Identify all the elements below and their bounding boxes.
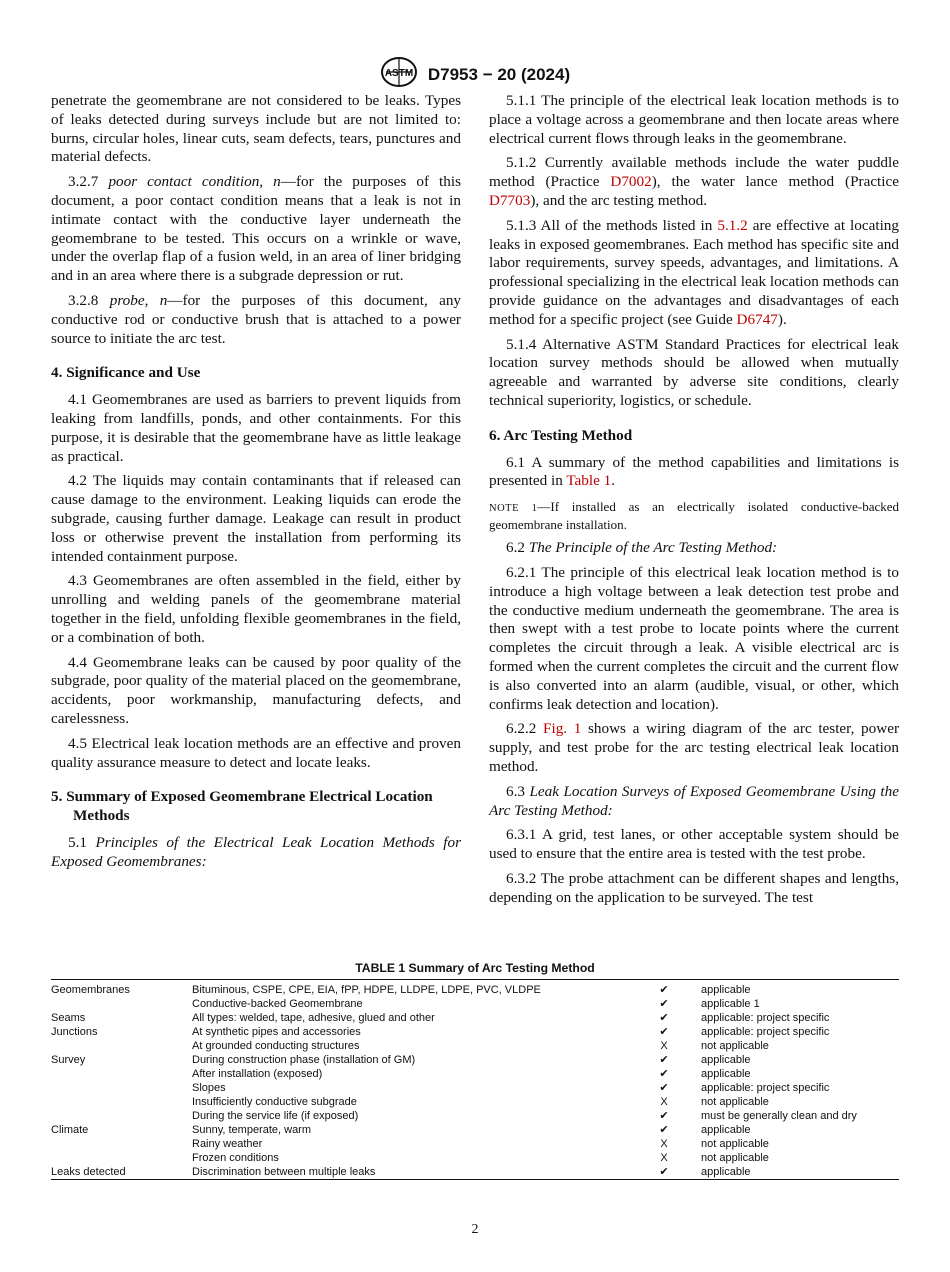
row-applicability: applicable [701, 1054, 751, 1066]
paragraph-6-1 [489, 454, 899, 492]
row-category: Leaks detected [51, 1166, 126, 1178]
section-number: 6.3 [506, 782, 525, 800]
row-category: Seams [51, 1012, 86, 1024]
row-mark: ✔ [659, 1012, 669, 1024]
link-d6747[interactable]: D6747 [736, 310, 778, 328]
page-number: 2 [471, 1222, 479, 1237]
note-1 [489, 499, 899, 533]
note-label: NOTE 1 [489, 503, 538, 515]
table-body [51, 980, 899, 1180]
row-category [51, 997, 192, 1011]
paragraph-4-5: 4.5 Electrical leak location methods are an effective and proven quality assurance measure to detect and locate leaks. [51, 734, 461, 771]
term-definition: probe, n [109, 291, 168, 309]
link-d7002[interactable]: D7002 [610, 173, 652, 191]
right-column [489, 92, 899, 913]
paragraph-6-3 [489, 783, 899, 821]
row-mark: ✔ [659, 1068, 669, 1080]
table-row [51, 1137, 899, 1151]
subsection-title: Leak Location Surveys of Exposed Geomembrane Using the Arc Testing Method: [489, 782, 899, 819]
section-number: 3.2.8 [68, 291, 99, 309]
row-item: Conductive-backed Geomembrane [192, 998, 363, 1010]
paragraph-4-3: 4.3 Geomembranes are often assembled in the field, either by unrolling and welding panels of the geomembrane material together in the field, unfolding flexible geomembranes in the field, or a combination of both. [51, 572, 461, 646]
row-category: Climate [51, 1124, 89, 1136]
row-item: Sunny, temperate, warm [192, 1124, 312, 1136]
row-item: Insufficiently conductive subgrade [192, 1096, 357, 1108]
row-item: After installation (exposed) [192, 1068, 323, 1080]
row-applicability: not applicable [701, 1096, 769, 1108]
term-definition: poor contact condition, n [108, 173, 281, 191]
row-mark: ✔ [659, 998, 669, 1010]
row-applicability: applicable [701, 1166, 751, 1178]
row-category [51, 1109, 192, 1123]
table-row [51, 1109, 899, 1123]
left-column [51, 92, 461, 877]
table-row [51, 1067, 899, 1081]
note-text: —If installed as an electrically isolated conductive-backed geomembrane installation. [489, 499, 899, 533]
row-item: At grounded conducting structures [192, 1040, 360, 1052]
link-d7703[interactable]: D7703 [489, 191, 531, 209]
link-5-1-2[interactable]: 5.1.2 [717, 216, 748, 234]
table-row [51, 1095, 899, 1109]
row-mark: X [660, 1152, 668, 1164]
section-heading-4: 4. Significance and Use [51, 364, 201, 382]
table-row [51, 1025, 899, 1039]
row-applicability: applicable: project specific [701, 1082, 830, 1094]
row-applicability: applicable 1 [701, 998, 760, 1010]
paragraph-5-1-1: 5.1.1 The principle of the electrical leak location methods is to place a voltage across a geomembrane and then locate areas where electrical current flows through leaks in the geomembrane. [489, 92, 899, 147]
row-applicability: applicable [701, 1068, 751, 1080]
table-row [51, 1011, 899, 1025]
section-heading-5: 5. Summary of Exposed Geomembrane Electrical Location Methods [51, 788, 433, 825]
paragraph-4-2: 4.2 The liquids may contain contaminants that if released can cause damage to the environment. Leaking liquids can erode the subgrade, causing further damage. Leakage can result in product loss or otherwise prevent the installation from performing its intended containment purpose. [51, 472, 461, 565]
table-row [51, 1081, 899, 1095]
text-segment: . [611, 472, 616, 490]
paragraph-6-3-1: 6.3.1 A grid, test lanes, or other acceptable system should be used to ensure that the entire area is tested with the test probe. [489, 826, 899, 863]
paragraph-6-2 [489, 539, 899, 558]
row-applicability: applicable: project specific [701, 1012, 830, 1024]
row-mark: ✔ [659, 1124, 669, 1136]
astm-logo-text: ASTM [384, 68, 414, 79]
row-mark: ✔ [659, 1110, 669, 1122]
row-category [51, 1137, 192, 1151]
row-item: Rainy weather [192, 1138, 263, 1150]
row-category [51, 1067, 192, 1081]
table-row [51, 1151, 899, 1165]
text-segment: ). [777, 310, 787, 328]
paragraph-5-1-3 [489, 217, 899, 330]
table-row [51, 1123, 899, 1137]
table-row [51, 1039, 899, 1053]
text-segment: are effective at locating leaks in exposed geomembranes. Each method has specific site and labor requirements, survey speeds, advantages, and limitations. A professional specializing in the electrical leak location methods can provide guidance on the advantages and disadvantages of each method for a specific project (see Guide [489, 216, 899, 328]
row-category: Survey [51, 1054, 86, 1066]
row-applicability: not applicable [701, 1040, 769, 1052]
row-item: Slopes [192, 1082, 226, 1094]
table-title: TABLE 1 Summary of Arc Testing Method [355, 961, 595, 975]
paragraph-3-2-8 [51, 292, 461, 348]
row-item: During construction phase (installation of GM) [192, 1054, 416, 1066]
paragraph-3-2-7 [51, 173, 461, 286]
section-number: 5.1 [68, 833, 87, 851]
paragraph-5-1-2 [489, 154, 899, 210]
text-segment: 6.1 A summary of the method capabilities and limitations is presented in [489, 453, 899, 490]
row-applicability: applicable [701, 1124, 751, 1136]
document-designation: D7953 − 20 (2024) [427, 64, 571, 84]
astm-logo [380, 56, 418, 93]
row-applicability: not applicable [701, 1138, 769, 1150]
row-mark: X [660, 1040, 668, 1052]
paragraph-6-2-2 [489, 720, 899, 776]
section-number: 6.2 [506, 539, 525, 557]
row-mark: ✔ [659, 1054, 669, 1066]
row-item: At synthetic pipes and accessories [192, 1026, 361, 1038]
row-category [51, 1081, 192, 1095]
link-table-1[interactable]: Table 1 [566, 472, 612, 490]
paragraph-3-2-6-continued: penetrate the geomembrane are not considered to be leaks. Types of leaks detected during surveys include but are not limited to: burns, circular holes, linear cuts, seam defects, tears, punctures and material defects. [51, 92, 461, 166]
row-mark: X [660, 1096, 668, 1108]
row-item: Discrimination between multiple leaks [192, 1166, 376, 1178]
section-number: 3.2.7 [68, 173, 99, 191]
row-applicability: applicable [701, 984, 751, 996]
row-applicability: must be generally clean and dry [701, 1110, 857, 1122]
row-category [51, 1039, 192, 1053]
table-row [51, 1165, 899, 1180]
paragraph-5-1 [51, 834, 461, 872]
row-category: Junctions [51, 1026, 98, 1038]
row-mark: ✔ [659, 984, 669, 996]
text-segment: ), the water lance method (Practice [651, 173, 899, 191]
text-segment: 6.2.2 [506, 720, 544, 738]
page-header [0, 56, 950, 93]
subsection-title: Principles of the Electrical Leak Location Methods for Exposed Geomembranes: [51, 833, 462, 870]
definition-text: —for the purposes of this document, a poor contact condition means that a leak is not in intimate contact with the conductive layer underneath the geomembrane to be tested. This occurs on a wrinkle or wave, under the overlap flap of a fusion weld, in an area of liner bridging and in an area where there is a subgrade depression or rut. [51, 173, 462, 285]
paragraph-4-4: 4.4 Geomembrane leaks can be caused by poor quality of the subgrade, poor quality of the material placed on the geomembrane, accidents, poor workmanship, manufacturing defects, and carelessness. [51, 653, 461, 727]
row-item: Frozen conditions [192, 1152, 279, 1164]
row-mark: ✔ [659, 1082, 669, 1094]
text-segment: ), and the arc testing method. [530, 191, 708, 209]
row-item: During the service life (if exposed) [192, 1110, 359, 1122]
table-row [51, 980, 899, 998]
table-row [51, 1053, 899, 1067]
subsection-title: The Principle of the Arc Testing Method: [528, 539, 778, 557]
paragraph-4-1: 4.1 Geomembranes are used as barriers to prevent liquids from leaking from landfills, ponds, and other containments. For this purpose, it is desirable that the geomembrane have as little leakage as practical. [51, 391, 461, 465]
link-fig-1[interactable]: Fig. 1 [543, 720, 582, 738]
paragraph-5-1-4: 5.1.4 Alternative ASTM Standard Practices for electrical leak location survey methods should be allowed when mutually agreeable and warranted by adverse site conditions, clearly technical superiority, logistics, or schedule. [489, 335, 899, 409]
row-category [51, 1095, 192, 1109]
row-category: Geomembranes [51, 984, 130, 996]
text-segment: shows a wiring diagram of the arc tester, power supply, and test probe for the arc testing electrical leak location method. [489, 720, 900, 775]
definition-text: —for the purposes of this document, any conductive rod or conductive brush that is attached to a power source to initiate the arc test. [51, 291, 462, 347]
row-mark: ✔ [659, 1026, 669, 1038]
section-heading-6: 6. Arc Testing Method [489, 426, 633, 444]
row-mark: X [660, 1138, 668, 1150]
paragraph-6-2-1: 6.2.1 The principle of this electrical leak location method is to introduce a high voltage between a leak detection test probe and the conductive medium underneath the geomembrane. The area is then swept with a test probe to locate points where the current completes the circuit through a leak. A visible electrical arc is formed when the current completes the circuit and the current flow is also converted into an alarm (audible, visual, or other, which confirms leak detection and location). [489, 563, 899, 713]
summary-table [51, 979, 899, 1180]
text-segment: 5.1.2 Currently available methods include the water puddle method (Practice [489, 154, 899, 191]
table-1 [51, 961, 899, 1180]
row-item: All types: welded, tape, adhesive, glued and other [192, 1012, 435, 1024]
table-row [51, 997, 899, 1011]
row-item: Bituminous, CSPE, CPE, EIA, fPP, HDPE, LLDPE, LDPE, PVC, VLDPE [192, 984, 541, 996]
row-category [51, 1151, 192, 1165]
text-segment: 5.1.3 All of the methods listed in [506, 216, 718, 234]
paragraph-6-3-2: 6.3.2 The probe attachment can be different shapes and lengths, depending on the application to be surveyed. The test [489, 869, 899, 906]
row-applicability: applicable: project specific [701, 1026, 830, 1038]
row-applicability: not applicable [701, 1152, 769, 1164]
row-mark: ✔ [659, 1166, 669, 1178]
